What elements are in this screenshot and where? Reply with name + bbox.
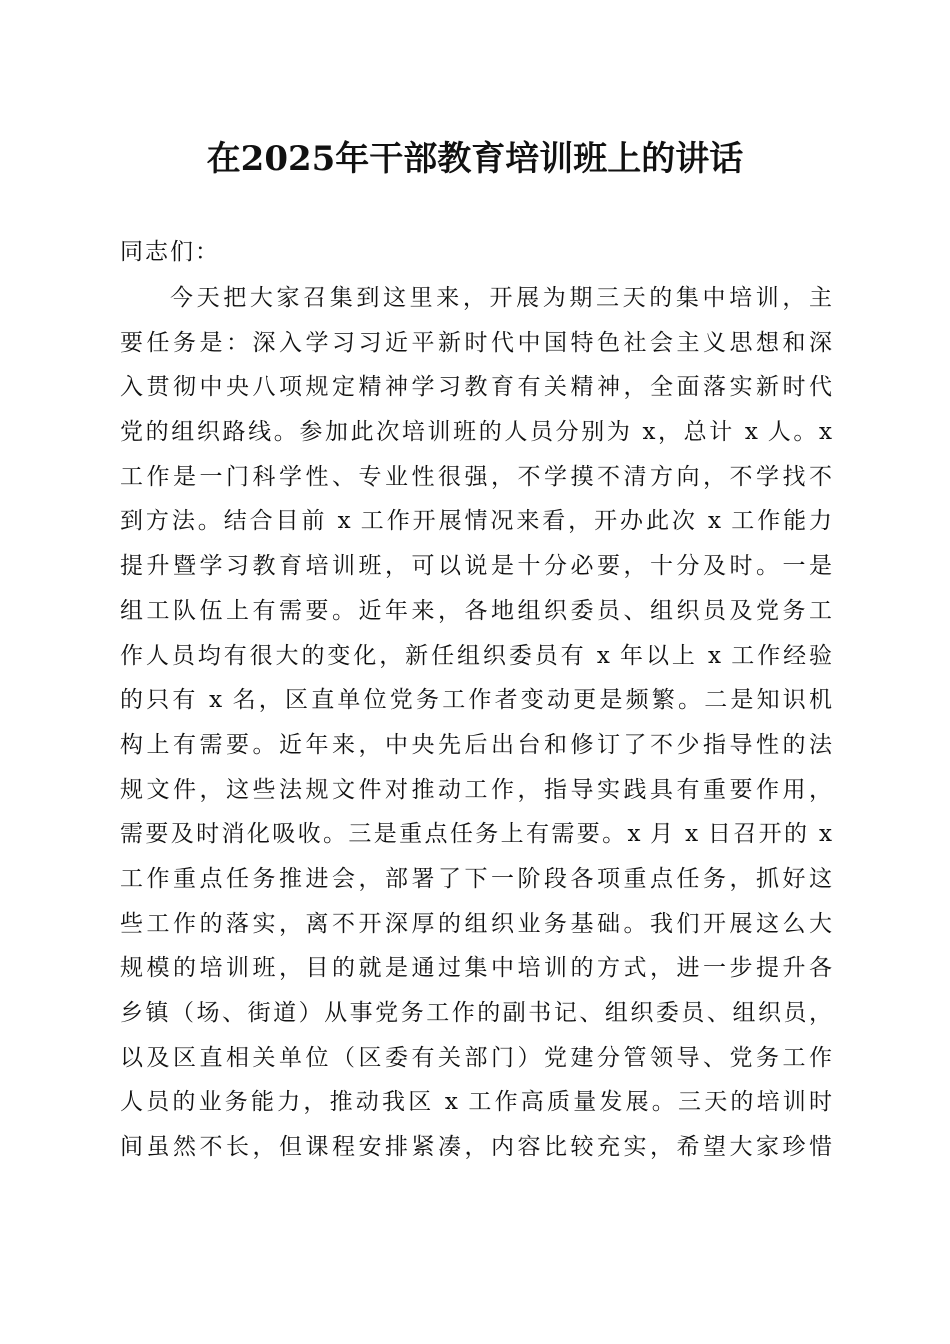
paragraph-line: 构上有需要。近年来，中央先后出台和修订了不少指导性的法 [120, 731, 832, 758]
paragraph-line: 规模的培训班，目的就是通过集中培训的方式，进一步提升各 [120, 955, 832, 982]
paragraph-line: 组工队伍上有需要。近年来，各地组织委员、组织员及党务工 [120, 597, 832, 624]
paragraph-line: 间虽然不长，但课程安排紧凑，内容比较充实，希望大家珍惜 [120, 1134, 832, 1161]
paragraph-line: 要任务是：深入学习习近平新时代中国特色社会主义思想和深 [120, 329, 832, 356]
paragraph-line: 到方法。结合目前 x 工作开展情况来看，开办此次 x 工作能力 [120, 508, 832, 535]
document-title: 在2025年干部教育培训班上的讲话 [206, 139, 744, 179]
paragraph-line: 工作是一门科学性、专业性很强，不学摸不清方向，不学找不 [120, 463, 832, 490]
paragraph-line: 规文件，这些法规文件对推动工作，指导实践具有重要作用， [120, 776, 832, 803]
salutation: 同志们： [120, 239, 220, 265]
paragraph-line: 以及区直相关单位（区委有关部门）党建分管领导、党务工作 [120, 1044, 832, 1071]
paragraph-line: 工作重点任务推进会，部署了下一阶段各项重点任务，抓好这 [120, 865, 832, 892]
paragraph-line: 入贯彻中央八项规定精神学习教育有关精神，全面落实新时代 [120, 374, 832, 401]
paragraph-line: 人员的业务能力，推动我区 x 工作高质量发展。三天的培训时 [120, 1089, 832, 1116]
paragraph-line: 作人员均有很大的变化，新任组织委员有 x 年以上 x 工作经验 [120, 642, 832, 669]
paragraph-line: 乡镇（场、街道）从事党务工作的副书记、组织委员、组织员， [120, 1000, 832, 1026]
body-paragraph [120, 276, 832, 1170]
paragraph-line: 今天把大家召集到这里来，开展为期三天的集中培训，主 [170, 285, 832, 311]
paragraph-line: 需要及时消化吸收。三是重点任务上有需要。x 月 x 日召开的 x [120, 821, 832, 848]
paragraph-line: 的只有 x 名，区直单位党务工作者变动更是频繁。二是知识机 [120, 687, 832, 714]
paragraph-line: 党的组织路线。参加此次培训班的人员分别为 x，总计 x 人。x [120, 419, 832, 446]
paragraph-line: 提升暨学习教育培训班，可以说是十分必要，十分及时。一是 [120, 553, 832, 580]
paragraph-line: 些工作的落实，离不开深厚的组织业务基础。我们开展这么大 [120, 910, 832, 937]
